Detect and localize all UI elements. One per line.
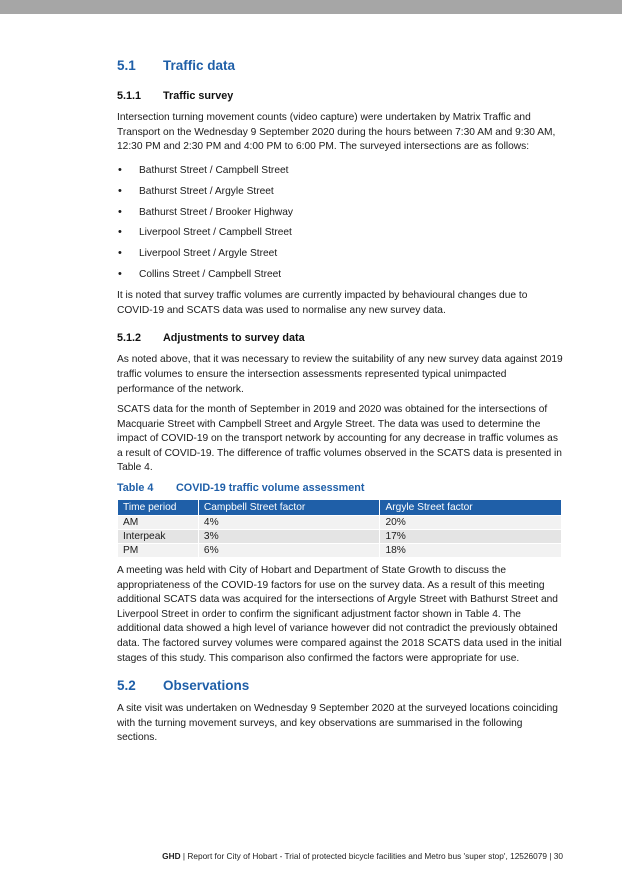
footer-text: | Report for City of Hobart - Trial of protected bicycle facilities and Metro bus 'super stop', 12526079 | 30 bbox=[180, 851, 563, 861]
section-number: 5.2 bbox=[117, 678, 136, 694]
footer-company: GHD bbox=[162, 851, 181, 861]
page-footer bbox=[0, 851, 563, 861]
adjustments-paragraph-2: SCATS data for the month of September in 2019 and 2020 was obtained for the intersections of Macquarie Street with Campbell Street and Argyle Street. The data was used to determine the impact of COVID-19 on the transport network by accounting for any decrease in traffic volumes as a result of COVID-19. The difference of traffic volumes observed in the SCATS data is presented in Table 4. bbox=[117, 404, 562, 474]
document-body bbox=[117, 58, 565, 746]
covid-note-paragraph: It is noted that survey traffic volumes are currently impacted by behavioural changes due to COVID-19 and SCATS data was used to normalise any new survey data. bbox=[117, 290, 528, 316]
adjustments-paragraph-1: As noted above, that it was necessary to review the suitability of any new survey data against 2019 traffic volumes to ensure the intersection assessments represented typical unimpacted performance of the network. bbox=[117, 354, 563, 395]
table-cell: 6% bbox=[198, 544, 380, 558]
subsection-number: 5.1.1 bbox=[117, 90, 142, 102]
list-item: • Liverpool Street / Argyle Street bbox=[117, 247, 565, 262]
table-header-row bbox=[118, 500, 562, 516]
subsection-title: Adjustments to survey data bbox=[163, 332, 305, 345]
subsection-title: Traffic survey bbox=[163, 90, 234, 102]
page-top-bar bbox=[0, 0, 622, 14]
table-header-cell: Campbell Street factor bbox=[198, 500, 380, 516]
table-cell: 4% bbox=[198, 516, 380, 530]
table-cell: 17% bbox=[380, 530, 562, 544]
table-caption bbox=[117, 482, 565, 494]
table-cell: 3% bbox=[198, 530, 380, 544]
list-item: • Bathurst Street / Brooker Highway bbox=[117, 206, 565, 221]
table-label: Table 4 bbox=[117, 482, 154, 495]
table-header-cell: Time period bbox=[118, 500, 199, 516]
section-title: Observations bbox=[163, 678, 250, 694]
table-cell: 20% bbox=[380, 516, 562, 530]
intersection-list bbox=[117, 164, 565, 283]
table-header-cell: Argyle Street factor bbox=[380, 500, 562, 516]
table-row bbox=[118, 544, 562, 558]
list-item: • Bathurst Street / Argyle Street bbox=[117, 185, 565, 200]
subsection-heading-5-1-1 bbox=[117, 90, 565, 102]
traffic-survey-intro: Intersection turning movement counts (video capture) were undertaken by Matrix Traffic and Transport on the Wednesday 9 September 2020 during the hours between 7:30 AM and 9:30 AM, 12:30 PM and 2:30 PM and 4:00 PM to 6:00 PM. The surveyed intersections are as follows: bbox=[117, 112, 556, 153]
subsection-heading-5-1-2 bbox=[117, 332, 565, 344]
section-heading-5-2 bbox=[117, 678, 565, 693]
covid-factor-table bbox=[117, 499, 562, 558]
table-cell: PM bbox=[118, 544, 199, 558]
observations-paragraph: A site visit was undertaken on Wednesday 9 September 2020 at the surveyed locations coinciding with the turning movement surveys, and key observations are summarised in the following sections. bbox=[117, 703, 558, 744]
section-title: Traffic data bbox=[163, 58, 236, 73]
list-item: • Liverpool Street / Campbell Street bbox=[117, 226, 565, 241]
table-row bbox=[118, 530, 562, 544]
table-cell: AM bbox=[118, 516, 199, 530]
table-row bbox=[118, 516, 562, 530]
section-heading-5-1 bbox=[117, 58, 565, 73]
subsection-number: 5.1.2 bbox=[117, 332, 142, 345]
adjustments-paragraph-3: A meeting was held with City of Hobart and Department of State Growth to discuss the appropriateness of the COVID-19 factors for use on the survey data. As a result of this meeting additional SCATS data was acquired for the intersections of Argyle Street with Bathurst Street and Liverpool Street in order to confirm the significant adjustment factor shown in Table 4. The additional data showed a high level of variance however did not contradict the previously obtained data. The factored survey volumes were compared against the 2018 SCATS data used in the initial stages of this study. This comparison also confirmed the factors were appropriate for use. bbox=[117, 565, 562, 664]
table-title: COVID-19 traffic volume assessment bbox=[176, 482, 365, 495]
table-cell: 18% bbox=[380, 544, 562, 558]
table-cell: Interpeak bbox=[118, 530, 199, 544]
list-item: • Collins Street / Campbell Street bbox=[117, 268, 565, 283]
list-item: • Bathurst Street / Campbell Street bbox=[117, 164, 565, 179]
section-number: 5.1 bbox=[117, 58, 136, 73]
